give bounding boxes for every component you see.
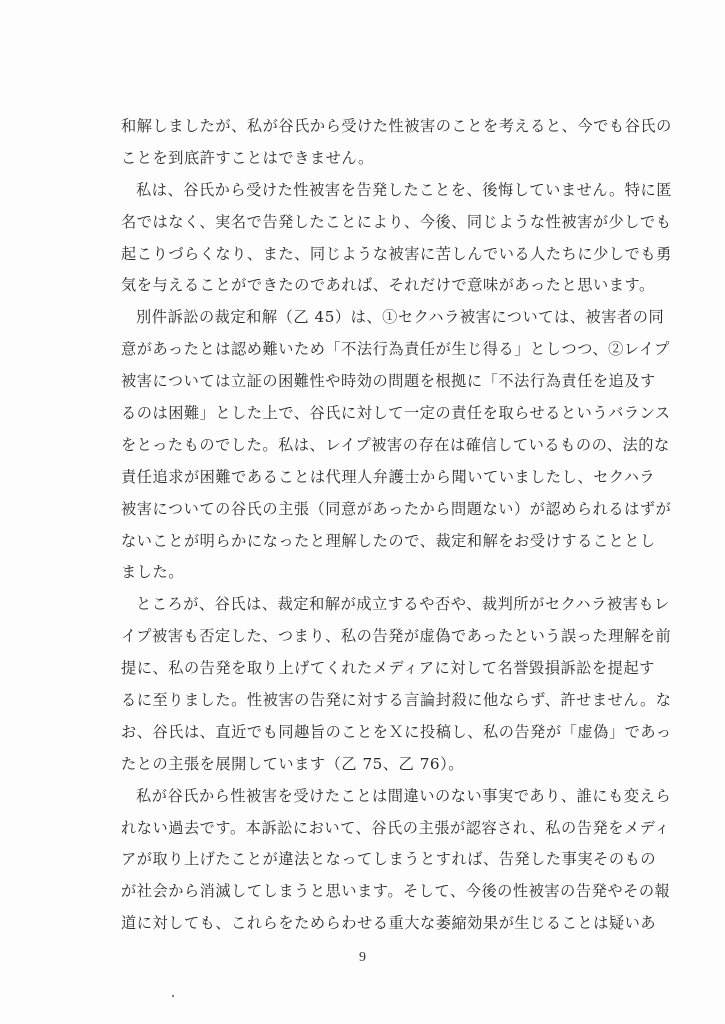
text-line: イプ被害も否定した、つまり、私の告発が虚偽であったという誤った理解を前 [121,627,672,646]
text-line: をとったものでした。私は、レイプ被害の存在は確信しているものの、法的な [121,435,670,454]
text-line: 気を与えることができたのであれば、それだけで意味があったと思います。 [121,276,655,295]
text-line: が社会から消滅してしまうと思います。そして、今後の性被害の告発やその報 [121,882,671,901]
text-line: るのは困難」とした上で、谷氏に対して一定の責任を取らせるというバランス [121,404,671,423]
body-text [121,111,672,940]
paragraph-first-line: 私は、谷氏から受けた性被害を告発したことを、後悔していません。特に匿 [136,180,672,199]
text-line: たとの主張を展開しています（乙 75、乙 76）。 [121,754,465,773]
text-line: ことを到底許すことはできません。 [121,148,374,167]
text-line: 被害についての谷氏の主張（同意があったから問題ない）が認められるはずが [121,499,672,518]
text-line: 提に、私の告発を取り上げてくれたメディアに対して名誉毀損訴訟を提起す [121,659,655,678]
text-line: 起こりづらくなり、また、同じような被害に苦しんでいる人たちに少しでも勇 [121,244,672,263]
text-line: 和解しましたが、私が谷氏から受けた性被害のことを考えると、今でも谷氏の [121,117,672,135]
text-line: れない過去です。本訴訟において、谷氏の主張が認容され、私の告発をメディ [121,818,670,837]
page-number: 9 [359,950,366,965]
text-line: るに至りました。性被害の告発に対する言論封殺に他ならず、許せません。な [121,691,672,710]
text-line: アが取り上げたことが違法となってしまうとすれば、告発した事実そのもの [121,850,657,869]
paragraph-first-line: ところが、谷氏は、裁定和解が成立するや否や、裁判所がセクハラ被害もレ [136,595,670,614]
text-line: 意があったとは認め難いため「不法行為責任が生じ得る」としつつ、②レイプ [121,340,670,359]
text-line: 名ではなく、実名で告発したことにより、今後、同じような性被害が少しでも [121,212,672,231]
paragraph-first-line: 別件訴訟の裁定和解（乙 45）は、①セクハラ被害については、被害者の同 [136,308,665,327]
text-line: お、谷氏は、直近でも同趣旨のことをＸに投稿し、私の告発が「虚偽」であっ [121,722,672,741]
text-line: ないことが明らかになったと理解したので、裁定和解をお受けすることとし [121,531,656,550]
text-line: 責任追求が困難であることは代理人弁護士から聞いていましたし、セクハラ [121,467,656,486]
text-line: 道に対しても、これらをためらわせる重大な萎縮効果が生じることは疑いあ [121,914,657,933]
paragraph-first-line: 私が谷氏から性被害を受けたことは間違いのない事実であり、誰にも変えら [136,786,672,805]
scan-speck [172,995,174,997]
text-line: ました。 [121,563,184,582]
text-line: 被害については立証の困難性や時効の問題を根拠に「不法行為責任を追及す [121,372,656,391]
